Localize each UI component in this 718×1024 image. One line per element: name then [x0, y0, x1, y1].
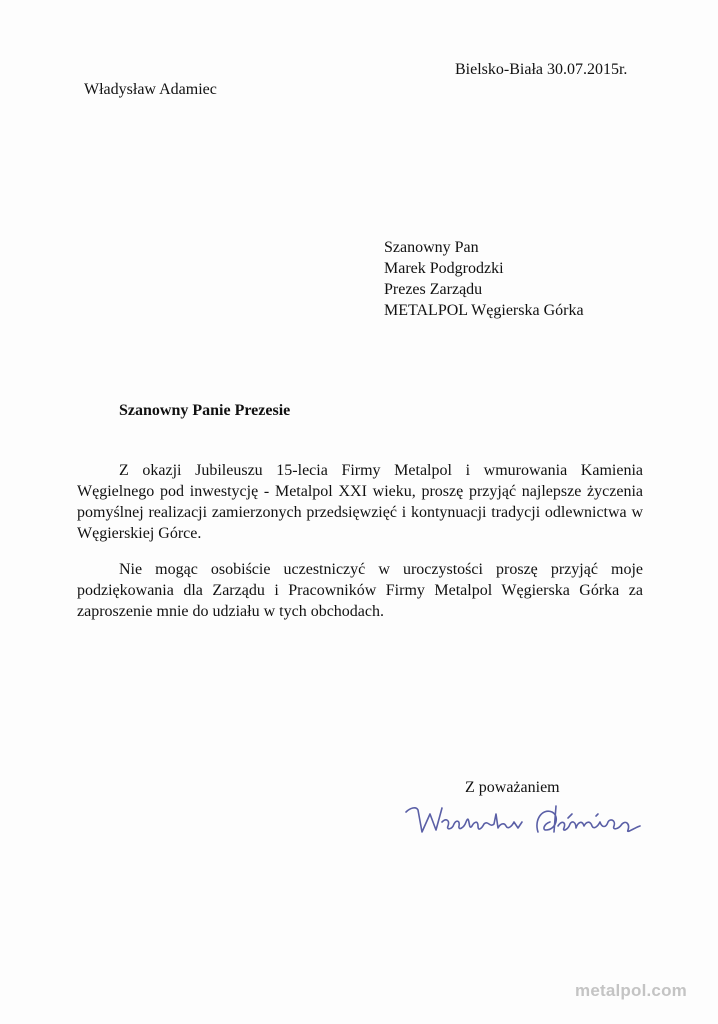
watermark: metalpol.com	[575, 981, 687, 1000]
recipient-line: Szanowny Pan	[384, 239, 479, 256]
salutation: Szanowny Panie Prezesie	[119, 402, 291, 419]
sender-name: Władysław Adamiec	[84, 81, 217, 98]
body-paragraph-2: Nie mogąc osobiście uczestniczyć w uroczystości proszę przyjąć moje podziękowania dla Zarządu i Pracowników Firmy Metalpol Węgierska Górka za zaproszenie mnie do udziału w tych obchodach.	[77, 561, 643, 620]
recipient-line: Prezes Zarządu	[384, 281, 483, 298]
body-paragraph-1: Z okazji Jubileuszu 15-lecia Firmy Metalpol i wmurowania Kamienia Węgielnego pod inwestycję - Metalpol XXI wieku, proszę przyjąć najlepsze życzenia pomyślnej realizacji zamierzonych przedsięwzięć i kontynuacji tradycji odlewnictwa w Węgierskiej Górce.	[77, 462, 643, 542]
recipient-line: Marek Podgrodzki	[384, 260, 504, 277]
recipient-address	[384, 237, 584, 321]
handwritten-signature	[396, 798, 652, 850]
place-and-date: Bielsko-Biała 30.07.2015r.	[455, 61, 628, 78]
closing-phrase: Z poważaniem	[465, 779, 560, 796]
recipient-line: METALPOL Węgierska Górka	[384, 302, 584, 319]
